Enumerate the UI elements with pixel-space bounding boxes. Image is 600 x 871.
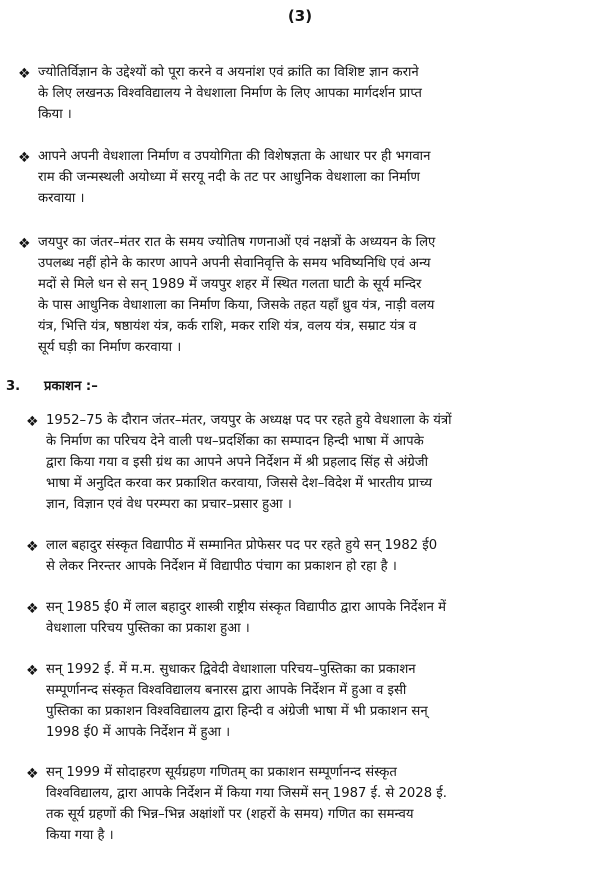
text-line: आपने अपनी वेधशाला निर्माण व उपयोगिता की विशेषज्ञता के आधार पर ही भगवान <box>38 149 431 164</box>
text-line: लाल बहादुर संस्कृत विद्यापीठ में सम्मानित प्रोफेसर पद पर रहते हुये सन् 1982 ई0 <box>46 538 438 553</box>
page-number: (3) <box>287 7 313 25</box>
text-line: तक सूर्य ग्रहणों की भिन्न–भिन्न अक्षांशों पर (शहरों के समय) गणित का समन्वय <box>46 807 414 822</box>
text-line: राम की जन्मस्थली अयोध्या में सरयू नदी के तट पर आधुनिक वेधशाला का निर्माण <box>38 170 420 185</box>
text-line: के लिए लखनऊ विश्वविद्यालय ने वेधशाला निर्माण के लिए आपका मार्गदर्शन प्राप्त <box>38 86 422 101</box>
diamond-bullet-icon: ❖ <box>26 601 39 617</box>
diamond-bullet-icon: ❖ <box>18 236 31 252</box>
section-number: 3. <box>6 379 21 394</box>
text-line: भाषा में अनुदित करवा कर प्रकाशित करवाया, जिससे देश–विदेश में भारतीय प्राच्य <box>46 476 432 491</box>
text-line: विश्वविद्यालय, द्वारा आपके निर्देशन में किया गया जिसमें सन् 1987 ई. से 2028 ई. <box>46 786 447 801</box>
text-line: 1952–75 के दौरान जंतर–मंतर, जयपुर के अध्यक्ष पद पर रहते हुये वेधशाला के यंत्रों <box>46 413 452 428</box>
text-line: द्वारा किया गया व इसी ग्रंथ का आपने अपने निर्देशन में श्री प्रहलाद सिंह से अंग्रेजी <box>46 455 428 470</box>
text-line: किया गया है । <box>46 828 114 843</box>
diamond-bullet-icon: ❖ <box>26 414 39 430</box>
text-line: सन् 1999 में सोदाहरण सूर्यग्रहण गणितम् का प्रकाशन सम्पूर्णानन्द संस्कृत <box>46 765 397 780</box>
text-line: जयपुर का जंतर–मंतर रात के समय ज्योतिष गणनाओं एवं नक्षत्रों के अध्ययन के लिए <box>38 235 436 250</box>
text-line: 1998 ई0 में आपके निर्देशन में हुआ । <box>46 725 231 740</box>
diamond-bullet-icon: ❖ <box>26 663 39 679</box>
diamond-bullet-icon: ❖ <box>26 766 39 782</box>
text-line: करवाया । <box>38 191 85 206</box>
text-line: मदों से मिले धन से सन् 1989 में जयपुर शहर में स्थित गलता घाटी के सूर्य मन्दिर <box>38 277 422 292</box>
text-line: यंत्र, भित्ति यंत्र, षष्ठायंश यंत्र, कर्क राशि, मकर राशि यंत्र, वलय यंत्र, सम्राट यंत्र व <box>38 319 417 334</box>
text-line: उपलब्ध नहीं होने के कारण आपने अपनी सेवानिवृत्ति के समय भविष्यनिधि एवं अन्य <box>38 256 431 271</box>
diamond-bullet-icon: ❖ <box>18 150 31 166</box>
text-line: ज्योतिर्विज्ञान के उद्देश्यों को पूरा करने व अयनांश एवं क्रांति का विशिष्ट ज्ञान कराने <box>38 65 419 80</box>
text-line: ज्ञान, विज्ञान एवं वेध परम्परा का प्रचार–प्रसार हुआ । <box>46 497 292 512</box>
diamond-bullet-icon: ❖ <box>26 539 39 555</box>
text-line: किया । <box>38 107 72 122</box>
text-line: से लेकर निरन्तर आपके निर्देशन में विद्यापीठ पंचाग का प्रकाशन हो रहा है । <box>46 559 397 574</box>
text-line: सम्पूर्णानन्द संस्कृत विश्वविद्यालय बनारस द्वारा आपके निर्देशन में हुआ व इसी <box>46 683 407 698</box>
text-line: सन् 1985 ई0 में लाल बहादुर शास्त्री राष्ट्रीय संस्कृत विद्यापीठ द्वारा आपके निर्देशन में <box>46 600 447 615</box>
diamond-bullet-icon: ❖ <box>18 66 31 82</box>
text-line: वेधशाला परिचय पुस्तिका का प्रकाश हुआ । <box>46 621 250 636</box>
text-line: पुस्तिका का प्रकाशन विश्वविद्यालय द्वारा हिन्दी व अंग्रेजी भाषा में भी प्रकाशन सन् <box>46 704 428 719</box>
text-line: सूर्य घड़ी का निर्माण करवाया । <box>38 340 182 355</box>
text-line: के निर्माण का परिचय देने वाली पथ–प्रदर्शिका का सम्पादन हिन्दी भाषा में आपके <box>46 434 424 449</box>
section-heading: प्रकाशन :– <box>44 379 98 394</box>
text-line: सन् 1992 ई. में म.म. सुधाकर द्विवेदी वेधाशाला परिचय–पुस्तिका का प्रकाशन <box>46 662 416 677</box>
text-line: के पास आधुनिक वेधाशाला का निर्माण किया, जिसके तहत यहाँ ध्रुव यंत्र, नाड़ी वलय <box>38 298 435 313</box>
